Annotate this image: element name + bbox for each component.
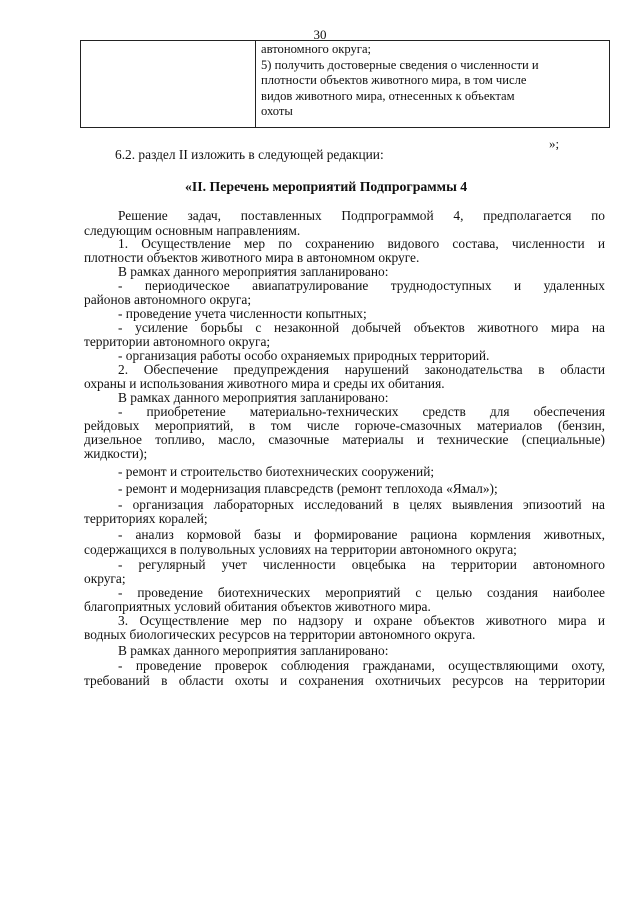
body-line: - приобретение материально-технических средств для обеспечения — [118, 404, 605, 419]
body-line: 3. Осуществление мер по надзору и охране объектов животного мира и — [118, 613, 605, 628]
body-line: В рамках данного мероприятия запланировано: — [118, 643, 389, 658]
body-line: содержащихся в полувольных условиях на территории автономного округа; — [84, 542, 517, 557]
body-line: водных биологических ресурсов на территории автономного округа. — [84, 627, 476, 642]
body-line: территориях коралей; — [84, 511, 208, 526]
table-line: охоты — [261, 104, 293, 118]
body-line: следующим основным направлениям. — [84, 223, 301, 238]
table-line: видов животного мира, отнесенных к объектам — [261, 88, 515, 103]
body-line: - проведение проверок соблюдения гражданами, осуществляющими охоту, — [118, 658, 605, 673]
body-line: - организация лабораторных исследований в целях выявления эпизоотий на — [118, 497, 605, 512]
body-line: - регулярный учет численности овцебыка на территории автономного — [118, 557, 605, 572]
page-number: 30 — [313, 27, 327, 42]
body-line: Решение задач, поставленных Подпрограммой 4, предполагается по — [118, 208, 605, 223]
body-line: жидкости); — [84, 446, 148, 461]
amendment-line: 6.2. раздел II изложить в следующей редакции: — [115, 147, 384, 162]
body-line: - проведение учета численности копытных; — [118, 306, 367, 321]
body-line: - ремонт и строительство биотехнических сооружений; — [118, 464, 435, 479]
body-line: - периодическое авиапатрулирование труднодоступных и удаленных — [118, 278, 605, 293]
table-divider — [255, 41, 256, 127]
continuation-table — [80, 40, 610, 128]
body-line: В рамках данного мероприятия запланировано: — [118, 264, 389, 279]
section-heading: «II. Перечень мероприятий Подпрограммы 4 — [185, 179, 468, 194]
table-line: 5) получить достоверные сведения о численности и — [261, 57, 539, 72]
table-cell-right — [261, 42, 605, 120]
body-line: районов автономного округа; — [84, 292, 252, 307]
close-quote: »; — [549, 136, 560, 151]
body-line: благоприятных условий обитания объектов животного мира. — [84, 599, 431, 614]
body-line: - анализ кормовой базы и формирование рациона кормления животных, — [118, 527, 605, 542]
body-line: плотности объектов животного мира в автономном округе. — [84, 250, 420, 265]
body-line: территории автономного округа; — [84, 334, 271, 349]
body-line: В рамках данного мероприятия запланировано: — [118, 390, 389, 405]
body-line: 1. Осуществление мер по сохранению видового состава, численности и — [118, 236, 605, 251]
body-line: 2. Обеспечение предупреждения нарушений законодательства в области — [118, 362, 605, 377]
body-line: рейдовых мероприятий, в том числе горюче-смазочных материалов (бензин, — [84, 418, 605, 433]
body-line: - усиление борьбы с незаконной добычей объектов животного мира на — [118, 320, 605, 335]
body-line: охраны и использования животного мира и среды их обитания. — [84, 376, 445, 391]
table-line: автономного округа; — [261, 42, 372, 56]
body-line: требований в области охоты и сохранения охотничьих ресурсов на территории — [84, 673, 605, 688]
body-line: - ремонт и модернизация плавсредств (ремонт теплохода «Ямал»); — [118, 481, 498, 496]
body-line: дизельное топливо, масло, смазочные материалы и технические (специальные) — [84, 432, 605, 447]
body-line: - проведение биотехнических мероприятий с целью создания наиболее — [118, 585, 605, 600]
table-line: плотности объектов животного мира, в том числе — [261, 73, 527, 87]
body-line: - организация работы особо охраняемых природных территорий. — [118, 348, 490, 363]
body-line: округа; — [84, 571, 126, 586]
